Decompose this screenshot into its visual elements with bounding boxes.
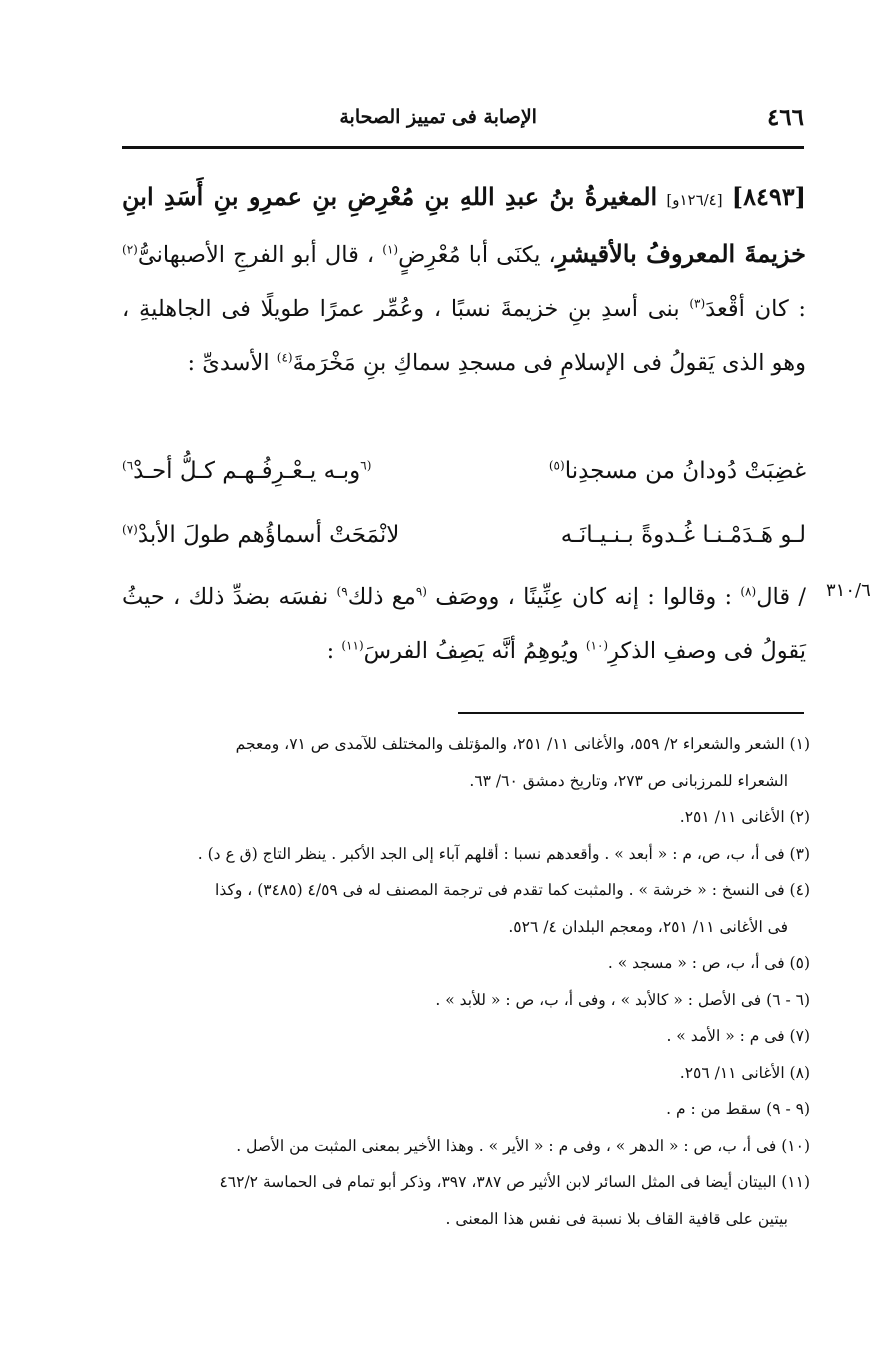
footnote-ref[interactable]: (٨) bbox=[740, 584, 757, 599]
entry-text: ، قال أبو الفرجِ الأصبهانىُّ bbox=[137, 242, 375, 268]
page-header bbox=[122, 98, 804, 136]
footnote bbox=[122, 1091, 810, 1128]
verse-text: لانْمَحَتْ أسماؤُهم طولَ الأبدْ bbox=[137, 522, 400, 548]
footnote-text: (٥) فى أ، ب، ص : « مسجد » . bbox=[607, 954, 810, 972]
footnote bbox=[122, 726, 810, 799]
verse-text: لـو هَـدَمْـنـا غُـدوةً بـنـيـانَـه bbox=[560, 522, 806, 548]
footnote-ref[interactable]: (٣) bbox=[689, 296, 706, 311]
footnote bbox=[122, 1128, 810, 1165]
footnote-ref[interactable]: (٥) bbox=[548, 458, 565, 473]
footnote-ref[interactable]: ٦) bbox=[122, 458, 134, 473]
footnote bbox=[122, 1055, 810, 1092]
footnote-ref[interactable]: (٦ bbox=[360, 458, 372, 473]
hemistich-second bbox=[122, 458, 442, 484]
verse-line bbox=[122, 444, 806, 498]
footnote-ref[interactable]: ٩) bbox=[336, 584, 348, 599]
header-rule bbox=[122, 146, 804, 149]
footnote bbox=[122, 1164, 810, 1237]
footnote-ref[interactable]: (١١) bbox=[341, 638, 364, 653]
footnote-text: (٢) الأغانى ١١/ ٢٥١. bbox=[679, 808, 810, 826]
entry-text: ويُوهِمُ أنَّه يَصِفُ الفرسَ bbox=[363, 638, 579, 664]
footnote-text: (١١) البيتان أيضا فى المثل السائر لابن الأثير ص ٣٨٧، ٣٩٧، وذكر أبو تمام فى الحماسة ٤٦٢/٢ bbox=[219, 1173, 810, 1191]
entry-body bbox=[122, 170, 806, 390]
footnote-text: بيتين على قافية القاف بلا نسبة فى نفس هذا المعنى . bbox=[445, 1209, 788, 1228]
footnote-text: (٤) فى النسخ : « خرشة » . والمثبت كما تقدم فى ترجمة المصنف له فى ٤/٥٩ (٣٤٨٥) ، وكذا bbox=[215, 881, 810, 899]
verse-line bbox=[122, 508, 806, 562]
footnote-ref[interactable]: (٤) bbox=[276, 350, 293, 365]
entry-text: / قال bbox=[756, 584, 806, 610]
entry-name: المغيرةُ بنُ عبدِ اللهِ بنِ مُعْرِضِ بنِ عمرِو بنِ أَسَدِ ابنِ خزيمةَ المعروفُ بالأقيشرِ bbox=[122, 182, 806, 268]
footnote bbox=[122, 836, 810, 873]
entry-text: ، يكنَى أبا مُعْرِضٍ bbox=[398, 242, 556, 268]
running-title: الإصابة فى تمييز الصحابة bbox=[339, 106, 537, 128]
footnote-text: فى الأغانى ١١/ ٢٥١، ومعجم البلدان ٤/ ٥٢٦. bbox=[508, 917, 788, 936]
after-verse-paragraph bbox=[122, 570, 806, 678]
hemistich-first bbox=[496, 458, 806, 484]
footnote-ref[interactable]: (١) bbox=[382, 242, 399, 257]
verse-text: وبـه يـعْـرِفُـهـم كـلُّ أحـدْ bbox=[133, 458, 361, 484]
footnote-ref[interactable]: (٩ bbox=[415, 584, 427, 599]
footnote-ref[interactable]: (٧) bbox=[122, 522, 138, 537]
footnote bbox=[122, 799, 810, 836]
entry-text: : وقالوا : إنه كان عِنِّينًا ، ووصَف bbox=[435, 584, 733, 610]
footnote bbox=[122, 872, 810, 945]
entry-number: [٨٤٩٣] bbox=[731, 182, 806, 211]
footnote-separator bbox=[458, 712, 804, 714]
footnote-ref[interactable]: (٢) bbox=[122, 242, 138, 257]
footnote-text: الشعراء للمرزبانى ص ٢٧٣، وتاريخ دمشق ٦٠/ ٦٣. bbox=[469, 771, 788, 790]
footnote bbox=[122, 945, 810, 982]
footnote bbox=[122, 1018, 810, 1055]
after-verse-body bbox=[122, 570, 806, 678]
margin-page-reference: ٣١٠/٦ bbox=[826, 580, 871, 601]
footnote-ref[interactable]: (١٠) bbox=[585, 638, 609, 653]
entry-text: الأسدىِّ : bbox=[187, 350, 270, 376]
page-number: ٤٦٦ bbox=[766, 103, 804, 131]
entry-text: : كان أقْعدَ bbox=[705, 296, 806, 322]
hemistich-second bbox=[122, 522, 442, 548]
volume-reference: [١٢٦/٤و] bbox=[666, 191, 723, 209]
footnote-text: (١٠) فى أ، ب، ص : « الدهر » ، وفى م : « الأير » . وهذا الأخير بمعنى المثبت من الأصل . bbox=[236, 1136, 810, 1155]
entry-text: نفسَه بضدِّ ذلك ، حيثُ يَقولُ فى وصفِ الذكرِ bbox=[122, 584, 806, 664]
footnote-text: (٣) فى أ، ب، ص، م : « أبعد » . وأقعدهم نسبا : أقلهم آباء إلى الجد الأكبر . ينظر التاج (ق ع د) . bbox=[197, 844, 810, 863]
footnote-text: (٦ - ٦) فى الأصل : « كالأبد » ، وفى أ، ب، ص : « للأبد » . bbox=[435, 990, 810, 1009]
footnote-text: (١) الشعر والشعراء ٢/ ٥٥٩، والأغانى ١١/ ٢٥١، والمؤتلف والمختلف للآمدى ص ٧١، ومعجم bbox=[235, 735, 810, 753]
footnote bbox=[122, 982, 810, 1019]
entry-text: مع ذلك bbox=[347, 584, 416, 610]
entry-text: بنى أسدِ بنِ خزيمةَ نسبًا ، وعُمِّر عمرًا طويلًا فى الجاهليةِ ، وهو الذى يَقولُ فى الإسلامِ فى مسجدِ سماكِ بنِ مَخْرَمةَ bbox=[122, 296, 806, 376]
hemistich-first bbox=[496, 522, 806, 548]
footnote-text: (٩ - ٩) سقط من : م . bbox=[666, 1100, 810, 1118]
footnote-text: (٧) فى م : « الأمد » . bbox=[666, 1027, 810, 1045]
footnotes bbox=[122, 726, 810, 1237]
footnote-text: (٨) الأغانى ١١/ ٢٥٦. bbox=[679, 1063, 810, 1082]
entry-paragraph bbox=[122, 170, 806, 390]
entry-text: : bbox=[326, 638, 335, 664]
verse-text: غضِبَتْ دُودانُ من مسجدِنا bbox=[564, 458, 806, 484]
